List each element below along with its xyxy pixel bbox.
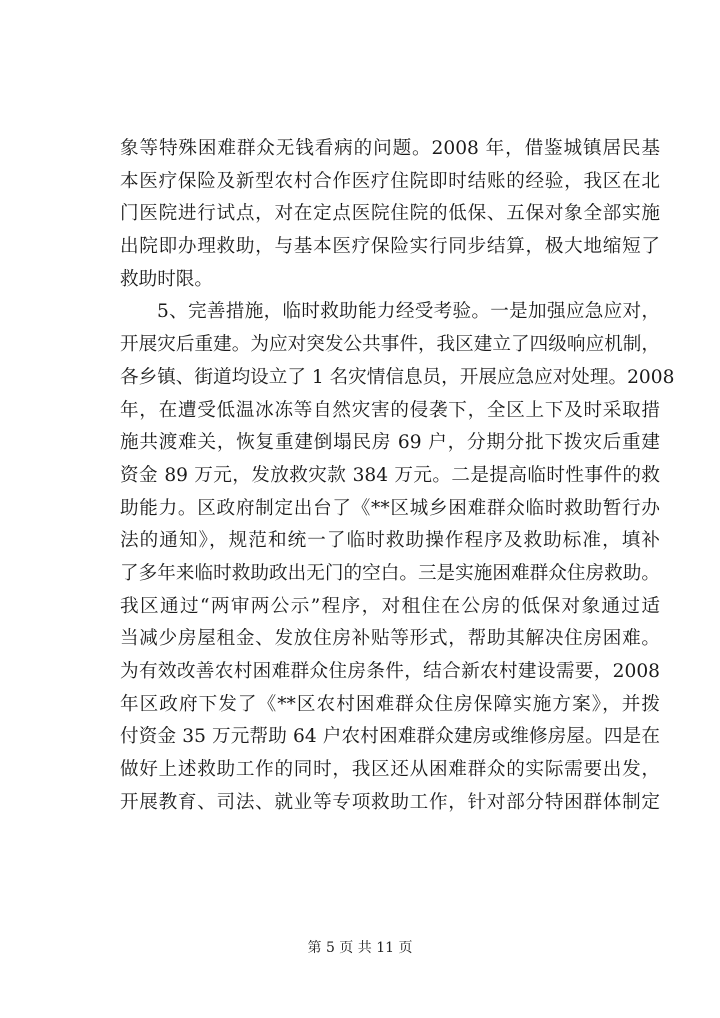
text-line-9: 年，在遭受低温冰冻等自然灾害的侵袭下，全区上下及时采取措 [120, 399, 660, 421]
text-line-4: 出院即办理救助，与基本医疗保险实行同步结算，极大地缩短了 [120, 236, 660, 258]
text-line-11: 资金 89 万元，发放救灾款 384 万元。二是提高临时性事件的救 [120, 464, 660, 486]
text-line-5: 救助时限。 [120, 268, 213, 290]
body-text [120, 133, 675, 819]
text-line-8: 各乡镇、街道均设立了 1 名灾情信息员，开展应急应对处理。2008 [120, 366, 675, 388]
text-line-1: 象等特殊困难群众无钱看病的问题。2008 年，借鉴城镇居民基 [120, 138, 660, 159]
text-line-3: 门医院进行试点，对在定点医院住院的低保、五保对象全部实施 [120, 203, 660, 225]
text-line-14: 了多年来临时救助政出无门的空白。三是实施困难群众住房救助。 [120, 562, 660, 584]
page-footer [0, 938, 720, 958]
text-line-20: 做好上述救助工作的同时，我区还从困难群众的实际需要出发， [120, 759, 660, 781]
text-line-2: 本医疗保险及新型农村合作医疗住院即时结账的经验，我区在北 [120, 170, 660, 192]
text-line-16: 当减少房屋租金、发放住房补贴等形式，帮助其解决住房困难。 [120, 628, 660, 650]
text-line-10: 施共渡难关，恢复重建倒塌民房 69 户，分期分批下拨灾后重建 [120, 432, 660, 454]
text-line-17: 为有效改善农村困难群众住房条件，结合新农村建设需要，2008 [120, 661, 660, 682]
text-line-6: 5、完善措施，临时救助能力经受考验。一是加强应急应对， [157, 301, 660, 323]
text-line-21: 开展教育、司法、就业等专项救助工作，针对部分特困群体制定 [120, 791, 660, 813]
text-line-12: 助能力。区政府制定出台了《**区城乡困难群众临时救助暂行办 [120, 497, 660, 519]
text-line-13: 法的通知》，规范和统一了临时救助操作程序及救助标准，填补 [120, 530, 660, 552]
text-line-18: 年区政府下发了《**区农村困难群众住房保障实施方案》，并拨 [120, 693, 660, 715]
text-line-15: 我区通过“两审两公示”程序，对租住在公房的低保对象通过适 [120, 595, 660, 617]
text-line-19: 付资金 35 万元帮助 64 户农村困难群众建房或维修房屋。四是在 [120, 726, 660, 748]
text-line-7: 开展灾后重建。为应对突发公共事件，我区建立了四级响应机制， [120, 334, 660, 356]
page-number-label: 第 5 页 共 11 页 [307, 940, 413, 956]
